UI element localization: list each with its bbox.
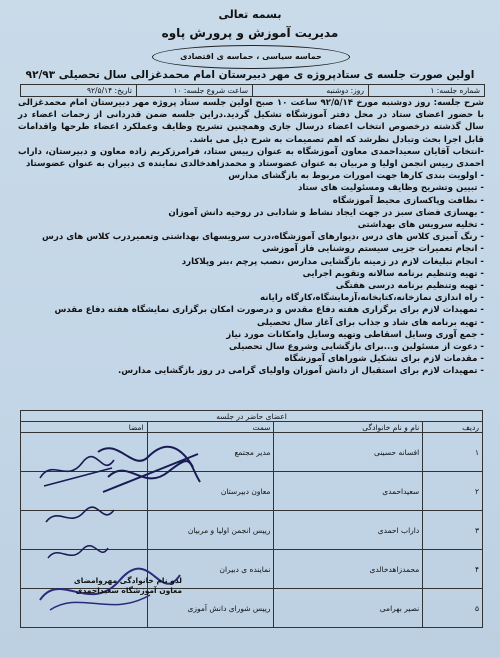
meeting-date: تاریخ: ۹۲/۵/۱۴ — [86, 86, 132, 95]
minutes-title: اولین صورت جلسه ی ستادپروژه ی مهر دبیرستان امام محمدغزالی سال تحصیلی ۹۲/۹۳ — [25, 69, 475, 81]
basmala: بسمه تعالی — [218, 8, 282, 21]
member-position: نماینده ی دبیران — [147, 550, 274, 589]
meeting-day: روز: دوشنبه — [252, 85, 368, 96]
table-header-row — [21, 422, 483, 433]
signature-scribble-2 — [32, 448, 122, 493]
slogan-oval: حماسه سیاسی ، حماسه ی اقتصادی — [152, 45, 350, 69]
signature-scribble-3 — [40, 500, 120, 534]
decision-item: - تمهیدات لازم برای برگزاری هفته دفاع مقدس و درصورت امکان برگزاری نمایشگاه هفته دفاع مقدس — [54, 305, 484, 316]
row-number: ۵ — [423, 589, 483, 628]
decision-item: - تهیه برنامه های شاد و جذاب برای آغاز سال تحصیلی — [256, 317, 484, 328]
table-caption-row — [21, 411, 483, 422]
minutes-body — [18, 97, 484, 378]
decision-item: - نظافت وپاکسازی محیط آموزشگاه — [332, 195, 484, 206]
member-position: رییس انجمن اولیا و مربیان — [147, 511, 274, 550]
meeting-meta-row — [20, 84, 485, 97]
col-header-name: نام و نام خانوادگی — [274, 422, 423, 433]
member-name: داراب احمدی — [274, 511, 423, 550]
organization-title: مدیریت آموزش و پرورش پاوه — [161, 26, 339, 40]
decision-item: - جمع آوری وسایل اسقاطی وتهیه وسایل وامکانات مورد نیاز — [226, 329, 484, 340]
footer-signature-block — [20, 576, 182, 596]
intro-paragraph: شرح جلسه: روز دوشنبه مورخ ۹۲/۵/۱۴ ساعت ۱۰ صبح اولین جلسه ستاد پروژه مهر دبیرستان امام محمدغزالی با حضور اعضای ستاد در محل دفتر آموزشگاه تشکیل گردید.دراین جلسه ضمن قدردانی از زحمات اعضاء در سال گذشته درخصوص انتخاب اعضاء درسال جاری وهمچنین تشریح وظایف وعملکرد اعضاء طرحها واقدامات قابل اجرا بحث وتبادل نظرشد که اهم تصمیمات به شرح ذیل می باشد. — [18, 98, 484, 145]
decision-item: - تبیین وتشریح وظایف ومسئولیت های ستاد — [298, 183, 484, 194]
row-number: ۴ — [423, 550, 483, 589]
row-number: ۳ — [423, 511, 483, 550]
decision-item: - بهسازی فضای سبز در جهت ایجاد نشاط و شادابی در روحیه دانش آموزان — [168, 207, 484, 218]
decision-item: - انجام تعمیرات جزیی سیستم روشنایی فاز آموزشی — [261, 244, 484, 255]
member-position: رییس شورای دانش آموزی — [147, 589, 274, 628]
decision-item: - مقدمات لازم برای تشکیل شوراهای آموزشگاه — [284, 354, 484, 365]
footer-line-1: لذو نام خانوادگی مهروامضای — [73, 576, 182, 585]
col-header-position: سمت — [147, 422, 274, 433]
start-time: ساعت شروع جلسه: ۱۰ — [136, 85, 252, 96]
decision-item: - تمهیدات لازم برای استقبال از دانش آموزان واولیای گرامی در روز بازگشایی مدارس. — [118, 366, 484, 377]
decision-item: - راه اندازی نمازخانه،کتابخانه،آزمایشگاه،کارگاه رایانه — [259, 293, 484, 304]
col-header-signature: امضا — [21, 422, 148, 433]
decision-item: - اولویت بندی کارها جهت امورات مربوط به بازگشای مدارس — [228, 171, 484, 182]
member-position: معاون دبیرستان — [147, 472, 274, 511]
member-name: محمدزاهدخالدی — [274, 550, 423, 589]
decision-item: -انتخاب آقایان سعیداحمدی معاون آموزشگاه به عنوان رییس ستاد، فرامرزکریم زاده معاون و دبیرستان، داراب احمدی رییس انجمن اولیا و مربیان به عنوان عضوستاد و محمدزاهدخالدی نماینده ی دبیران به عنوان عضوستاد — [18, 146, 484, 170]
member-name: سعیداحمدی — [274, 472, 423, 511]
member-position: مدیر مجتمع — [147, 433, 274, 472]
member-name: نصیر بهرامی — [274, 589, 423, 628]
decision-item: - رنگ آمیزی کلاس های درس ،دیوارهای آموزشگاه،درب سرویسهای بهداشتی وتعمیردرب کلاس های درس — [42, 232, 484, 243]
decision-item: - تخلیه سرویس های بهداشتی — [357, 220, 484, 231]
footer-line-2: معاون آموزشگاه سعیداحمدی — [75, 586, 182, 595]
decision-item: - دعوت از مسئولین و...برای بازگشایی وشروع سال تحصیلی — [228, 342, 484, 353]
member-name: افسانه حسینی — [274, 433, 423, 472]
decision-item: - انجام تبلیغات لازم در زمینه بازگشایی مدارس ،نصب پرچم ،بنر وپلاکارد — [181, 256, 484, 267]
row-number: ۲ — [423, 472, 483, 511]
table-caption: اعضای حاضر در جلسه — [21, 411, 483, 422]
decision-item: - تهیه وتنظیم برنامه سالانه وتقویم اجرایی — [302, 268, 484, 279]
session-number: شماره جلسه: ۱ — [368, 85, 484, 96]
row-number: ۱ — [423, 433, 483, 472]
col-header-row-number: ردیف — [423, 422, 483, 433]
decision-item: - تهیه وتنظیم برنامه درسی هفتگی — [335, 281, 484, 292]
